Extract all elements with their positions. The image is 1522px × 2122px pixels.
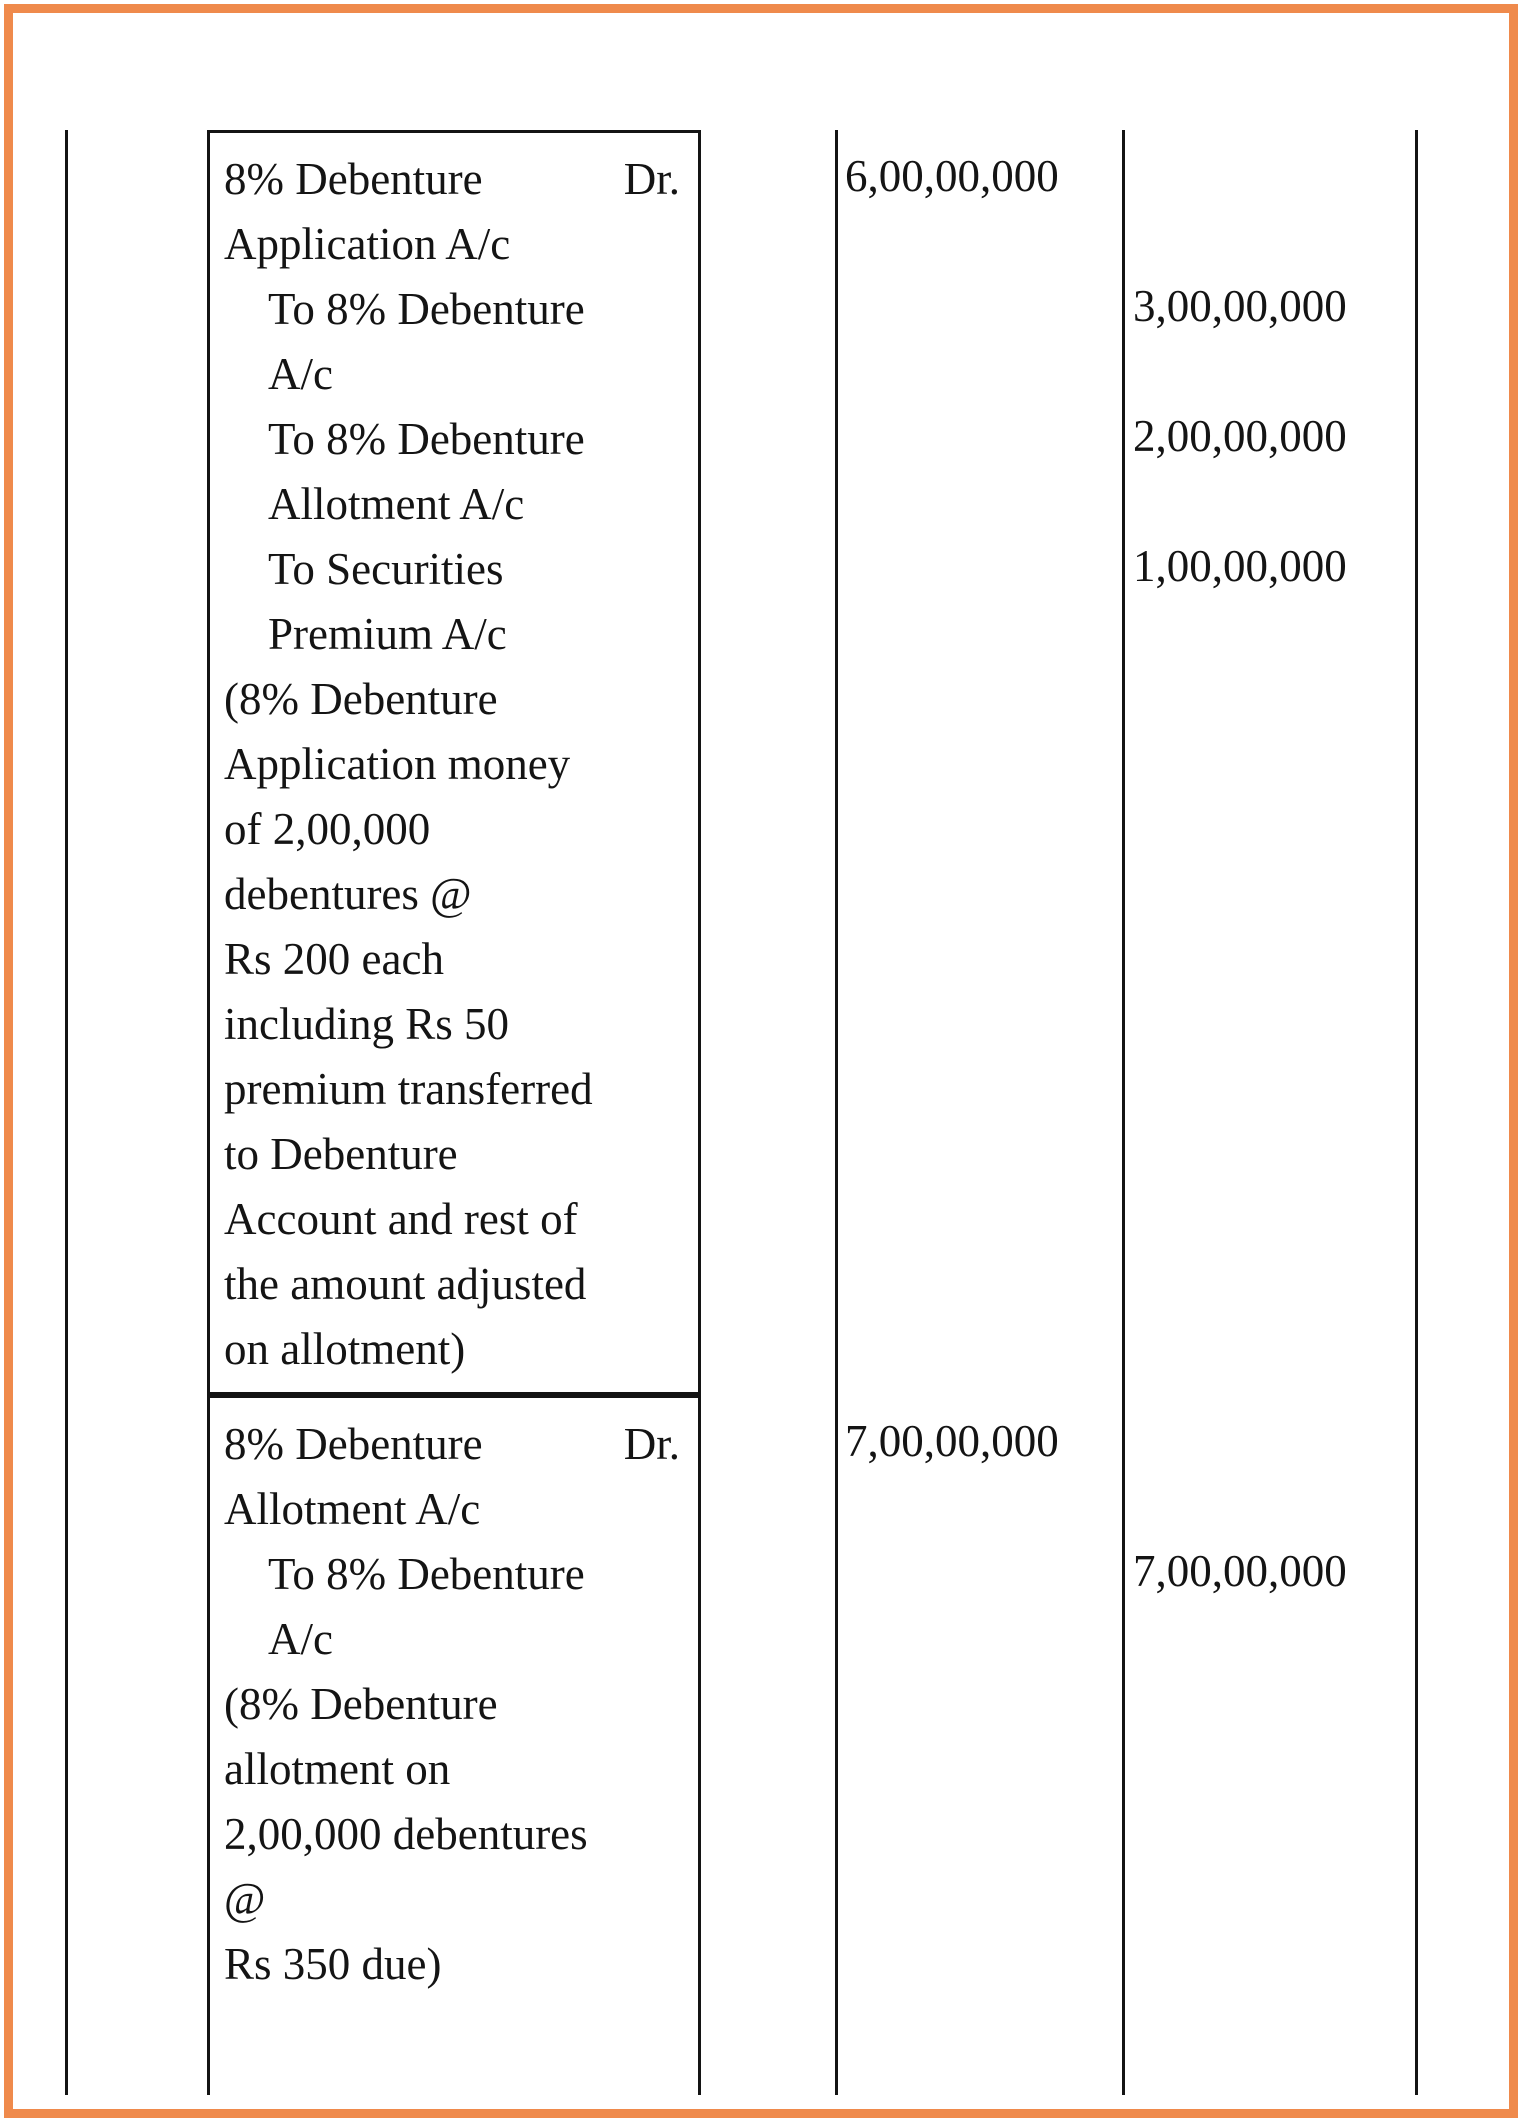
particulars-text: Allotment A/c	[224, 1484, 481, 1534]
particulars-text: debentures @	[224, 869, 472, 919]
particulars-text: @	[224, 1874, 266, 1924]
particulars-text: premium transferred	[224, 1064, 593, 1114]
amounts-layer	[65, 130, 1418, 2095]
dr-label: Dr.	[623, 1419, 680, 1469]
particulars-text: Rs 350 due)	[224, 1939, 442, 1989]
particulars-text: Application A/c	[224, 219, 511, 269]
particulars-text: (8% Debenture	[224, 674, 498, 724]
particulars-text: Application money	[224, 739, 571, 789]
particulars-text: 8% Debenture	[224, 154, 483, 204]
particulars-text: A/c	[268, 349, 333, 399]
credit-amount: 1,00,00,000	[1133, 541, 1347, 591]
particulars-text: the amount adjusted	[224, 1259, 587, 1309]
particulars-text: Premium A/c	[268, 609, 507, 659]
particulars-text: Rs 200 each	[224, 934, 444, 984]
particulars-text: allotment on	[224, 1744, 451, 1794]
particulars-text: of 2,00,000	[224, 804, 431, 854]
particulars-text: including Rs 50	[224, 999, 510, 1049]
particulars-text: To 8% Debenture	[268, 414, 585, 464]
particulars-text: To 8% Debenture	[268, 284, 585, 334]
credit-amount: 3,00,00,000	[1133, 281, 1347, 331]
credit-amount: 2,00,00,000	[1133, 411, 1347, 461]
particulars-text: A/c	[268, 1614, 333, 1664]
debit-amount: 6,00,00,000	[845, 151, 1059, 201]
journal-table	[65, 130, 1418, 2095]
particulars-text: Account and rest of	[224, 1194, 578, 1244]
particulars-text: To 8% Debenture	[268, 1549, 585, 1599]
particulars-text: (8% Debenture	[224, 1679, 498, 1729]
particulars-text: 8% Debenture	[224, 1419, 483, 1469]
dr-label: Dr.	[623, 154, 680, 204]
particulars-text: Allotment A/c	[268, 479, 525, 529]
debit-amount: 7,00,00,000	[845, 1416, 1059, 1466]
particulars-text: to Debenture	[224, 1129, 458, 1179]
credit-amount: 7,00,00,000	[1133, 1546, 1347, 1596]
particulars-text: 2,00,000 debentures	[224, 1809, 588, 1859]
particulars-text: To Securities	[268, 544, 504, 594]
particulars-text: on allotment)	[224, 1324, 466, 1374]
